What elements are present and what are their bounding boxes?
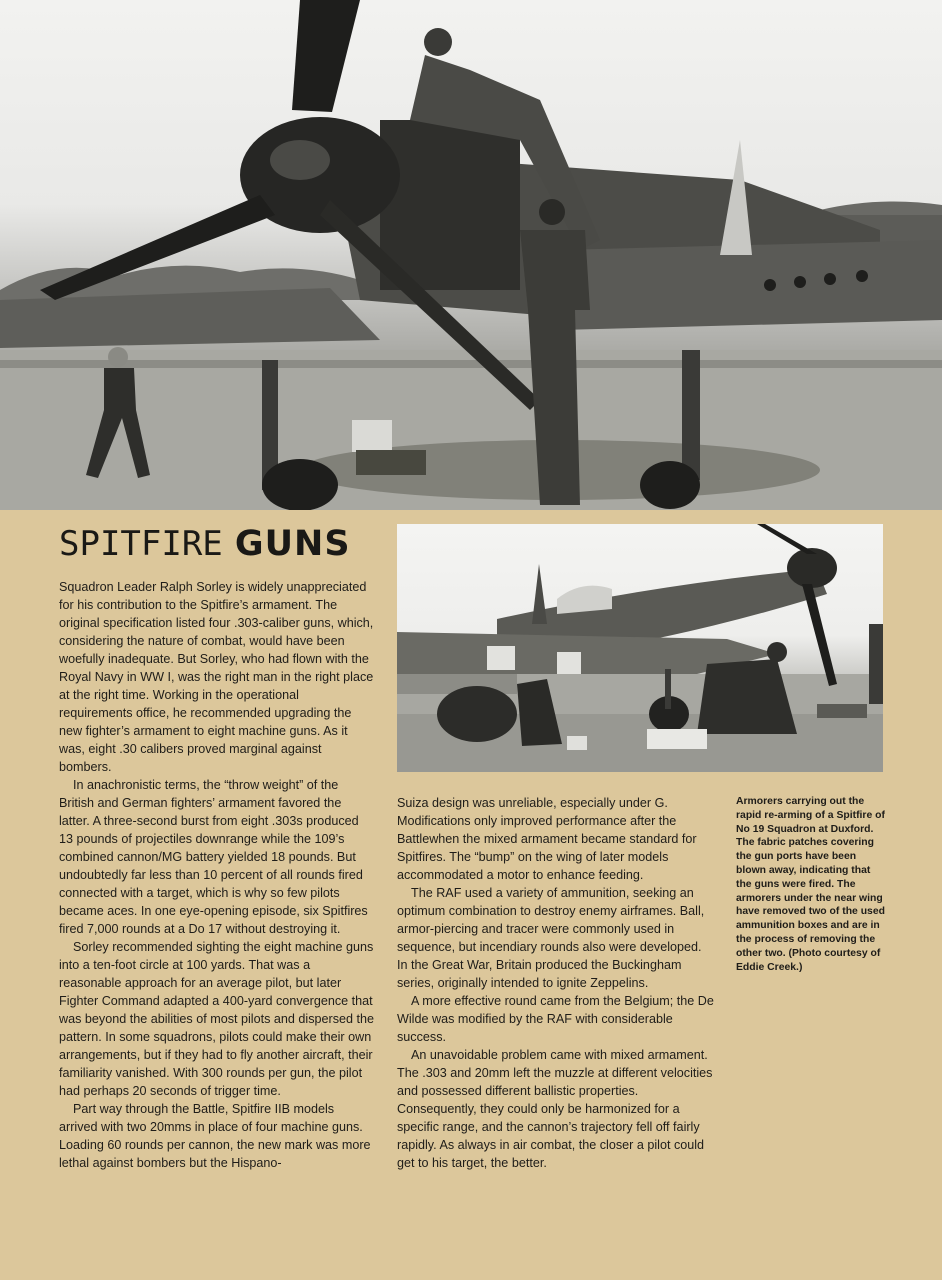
paragraph: The RAF used a variety of ammunition, seeking an optimum combination to destroy enemy airframes. Ball, armor-piercing and tracer were commonly used in sequence, but incendiary rounds also were developed. In the Great War, Britain produced the Buckingham series, originally intended to ignite Zeppelins. bbox=[397, 886, 705, 990]
paragraph: In anachronistic terms, the “throw weight” of the British and German fighters’ armament favored the latter. A three-second burst from eight .303s produced 13 pounds of projectiles downrange while the 109’s combined cannon/MG battery yielded 18 pounds. But undoubtedly far less than 10 percent of all rounds fired connected with a target, which is why so few pilots became aces. In one eye-opening episode, six Spitfires fired 7,000 rounds at a Do 17 without destroying it. bbox=[59, 778, 368, 936]
paragraph: A more effective round came from the Belgium; the De Wilde was modified by the RAF with considerable success. bbox=[397, 994, 714, 1044]
article-column-1 bbox=[59, 578, 375, 1172]
title-light: SPITFIRE bbox=[59, 524, 223, 564]
paragraph: Part way through the Battle, Spitfire IIB models arrived with two 20mms in place of four machine guns. Loading 60 rounds per cannon, the new mark was more lethal against bombers but the Hispano- bbox=[59, 1102, 371, 1170]
title-bold: GUNS bbox=[234, 524, 351, 564]
spitfire-photo-art bbox=[397, 524, 883, 772]
paragraph: Sorley recommended sighting the eight machine guns into a ten-foot circle at 100 yards. That was a reasonable approach for an average pilot, but later Fighter Command adapted a 400-yard convergence that was beyond the abilities of most pilots and dispersed the pattern. In some squadrons, pilots could make their own arrangements, but if they had to fly another aircraft, their familiarity vanished. With 300 rounds per gun, the pilot had perhaps 20 seconds of trigger time. bbox=[59, 940, 375, 1098]
article-title bbox=[59, 522, 351, 566]
hurricane-photo-art bbox=[0, 0, 942, 510]
hurricane-photo bbox=[0, 0, 942, 510]
article-column-2 bbox=[397, 794, 715, 1172]
paragraph: Squadron Leader Ralph Sorley is widely unappreciated for his contribution to the Spitfire’s armament. The original specification listed four .303-caliber guns, which, considering the nature of combat, would have been woefully inadequate. But Sorley, who had flown with the Royal Navy in WW I, was the right man in the right place at the right time. Working in the operational requirements office, he recommended upgrading the new fighter’s armament to eight machine guns. As it was, eight .30 calibers proved marginal against bombers. bbox=[59, 580, 374, 774]
paragraph: An unavoidable problem came with mixed armament. The .303 and 20mm left the muzzle at different velocities and possessed different ballistic properties. Consequently, they could only be harmonized for a specific range, and the cannon’s trajectory fell off fairly rapidly. As always in air combat, the closer a pilot could get to his target, the better. bbox=[397, 1048, 713, 1170]
spitfire-photo bbox=[397, 524, 883, 772]
paragraph: Suiza design was unreliable, especially under G. Modifications only improved performance after the Battlewhen the mixed armament became standard for Spitfires. The “bump” on the wing of later models accommodated a motor to enhance feeding. bbox=[397, 796, 697, 882]
photo-caption: Armorers carrying out the rapid re-arming of a Spitfire of No 19 Squadron at Duxford. The fabric patches covering the gun ports have been blown away, indicating that the guns were fired. The armorers under the near wing have removed two of the used ammunition boxes and are in the process of removing the other two. (Photo courtesy of Eddie Creek.) bbox=[736, 796, 885, 973]
